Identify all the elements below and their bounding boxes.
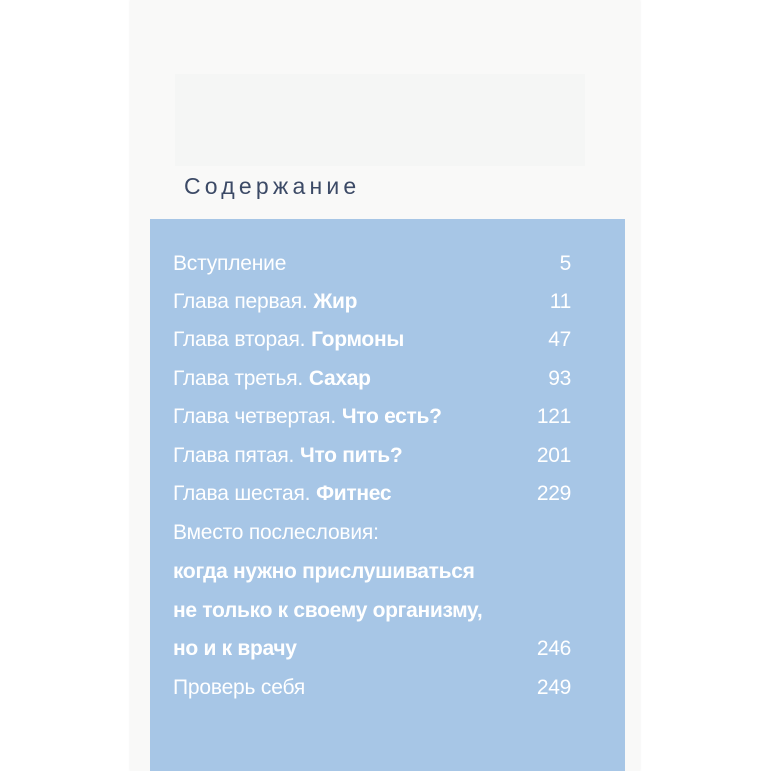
toc-entry-bold-title: Что есть? (341, 405, 442, 428)
toc-entry-title (173, 515, 379, 551)
toc-entry-page: 47 (548, 328, 571, 351)
toc-entry-chapter-6 (173, 476, 571, 512)
toc-entry-afterword-line-2 (173, 593, 571, 629)
toc-entry-bold-title: Жир (313, 290, 358, 313)
toc-entry-title (173, 438, 402, 474)
toc-entry-bold-title: Гормоны (311, 328, 404, 351)
contents-heading: Содержание (184, 173, 361, 199)
toc-entry-title (173, 322, 404, 358)
toc-entry-title (173, 554, 475, 590)
toc-entry-afterword-line-1 (173, 554, 571, 590)
toc-entry-title (173, 631, 297, 667)
toc-entry-page: 121 (536, 405, 571, 428)
toc-entry-title (173, 284, 357, 320)
toc-entry-page: 229 (536, 482, 571, 505)
toc-entry-bold-title: но и к врачу (173, 637, 297, 660)
toc-entry-chapter-5 (173, 438, 571, 474)
toc-entry-intro (173, 246, 571, 282)
toc-entry-chapter-4 (173, 399, 571, 435)
toc-entry-prefix: Глава шестая. (173, 482, 311, 505)
toc-entry-bold-title: Фитнес (316, 482, 392, 505)
toc-entry-prefix: Глава вторая. (173, 328, 306, 351)
toc-entry-page: 246 (536, 637, 571, 660)
faded-illustration (175, 74, 585, 166)
toc-entry-title (173, 361, 371, 397)
toc-entry-bold-title: Что пить? (300, 444, 403, 467)
toc-entry-prefix: Вместо послесловия: (173, 521, 379, 544)
toc-entry-chapter-1 (173, 284, 571, 320)
toc-entry-page: 93 (548, 367, 571, 390)
toc-entry-bold-title: когда нужно прислушиваться (173, 560, 475, 583)
toc-entry-prefix: Глава четвертая. (173, 405, 336, 428)
toc-entry-self-check (173, 670, 571, 706)
toc-entry-title (173, 670, 305, 706)
toc-entry-prefix: Вступление (173, 252, 287, 275)
toc-entry-bold-title: не только к своему организму, (173, 599, 483, 622)
toc-entry-chapter-2 (173, 322, 571, 358)
toc-entry-page: 5 (559, 252, 571, 275)
toc-entry-title (173, 476, 391, 512)
toc-entry-prefix: Проверь себя (173, 676, 305, 699)
toc-entry-afterword-intro (173, 515, 571, 551)
toc-entry-title (173, 399, 442, 435)
toc-entry-title (173, 593, 482, 629)
toc-entry-afterword-line-3 (173, 631, 571, 667)
toc-entry-prefix: Глава третья. (173, 367, 304, 390)
toc-entry-page: 11 (549, 290, 571, 313)
toc-entry-prefix: Глава первая. (173, 290, 308, 313)
toc-entry-chapter-3 (173, 361, 571, 397)
toc-entry-prefix: Глава пятая. (173, 444, 295, 467)
toc-entry-page: 249 (536, 676, 571, 699)
toc-entry-title (173, 246, 286, 282)
toc-entry-page: 201 (536, 444, 571, 467)
toc-entry-bold-title: Сахар (308, 367, 371, 390)
